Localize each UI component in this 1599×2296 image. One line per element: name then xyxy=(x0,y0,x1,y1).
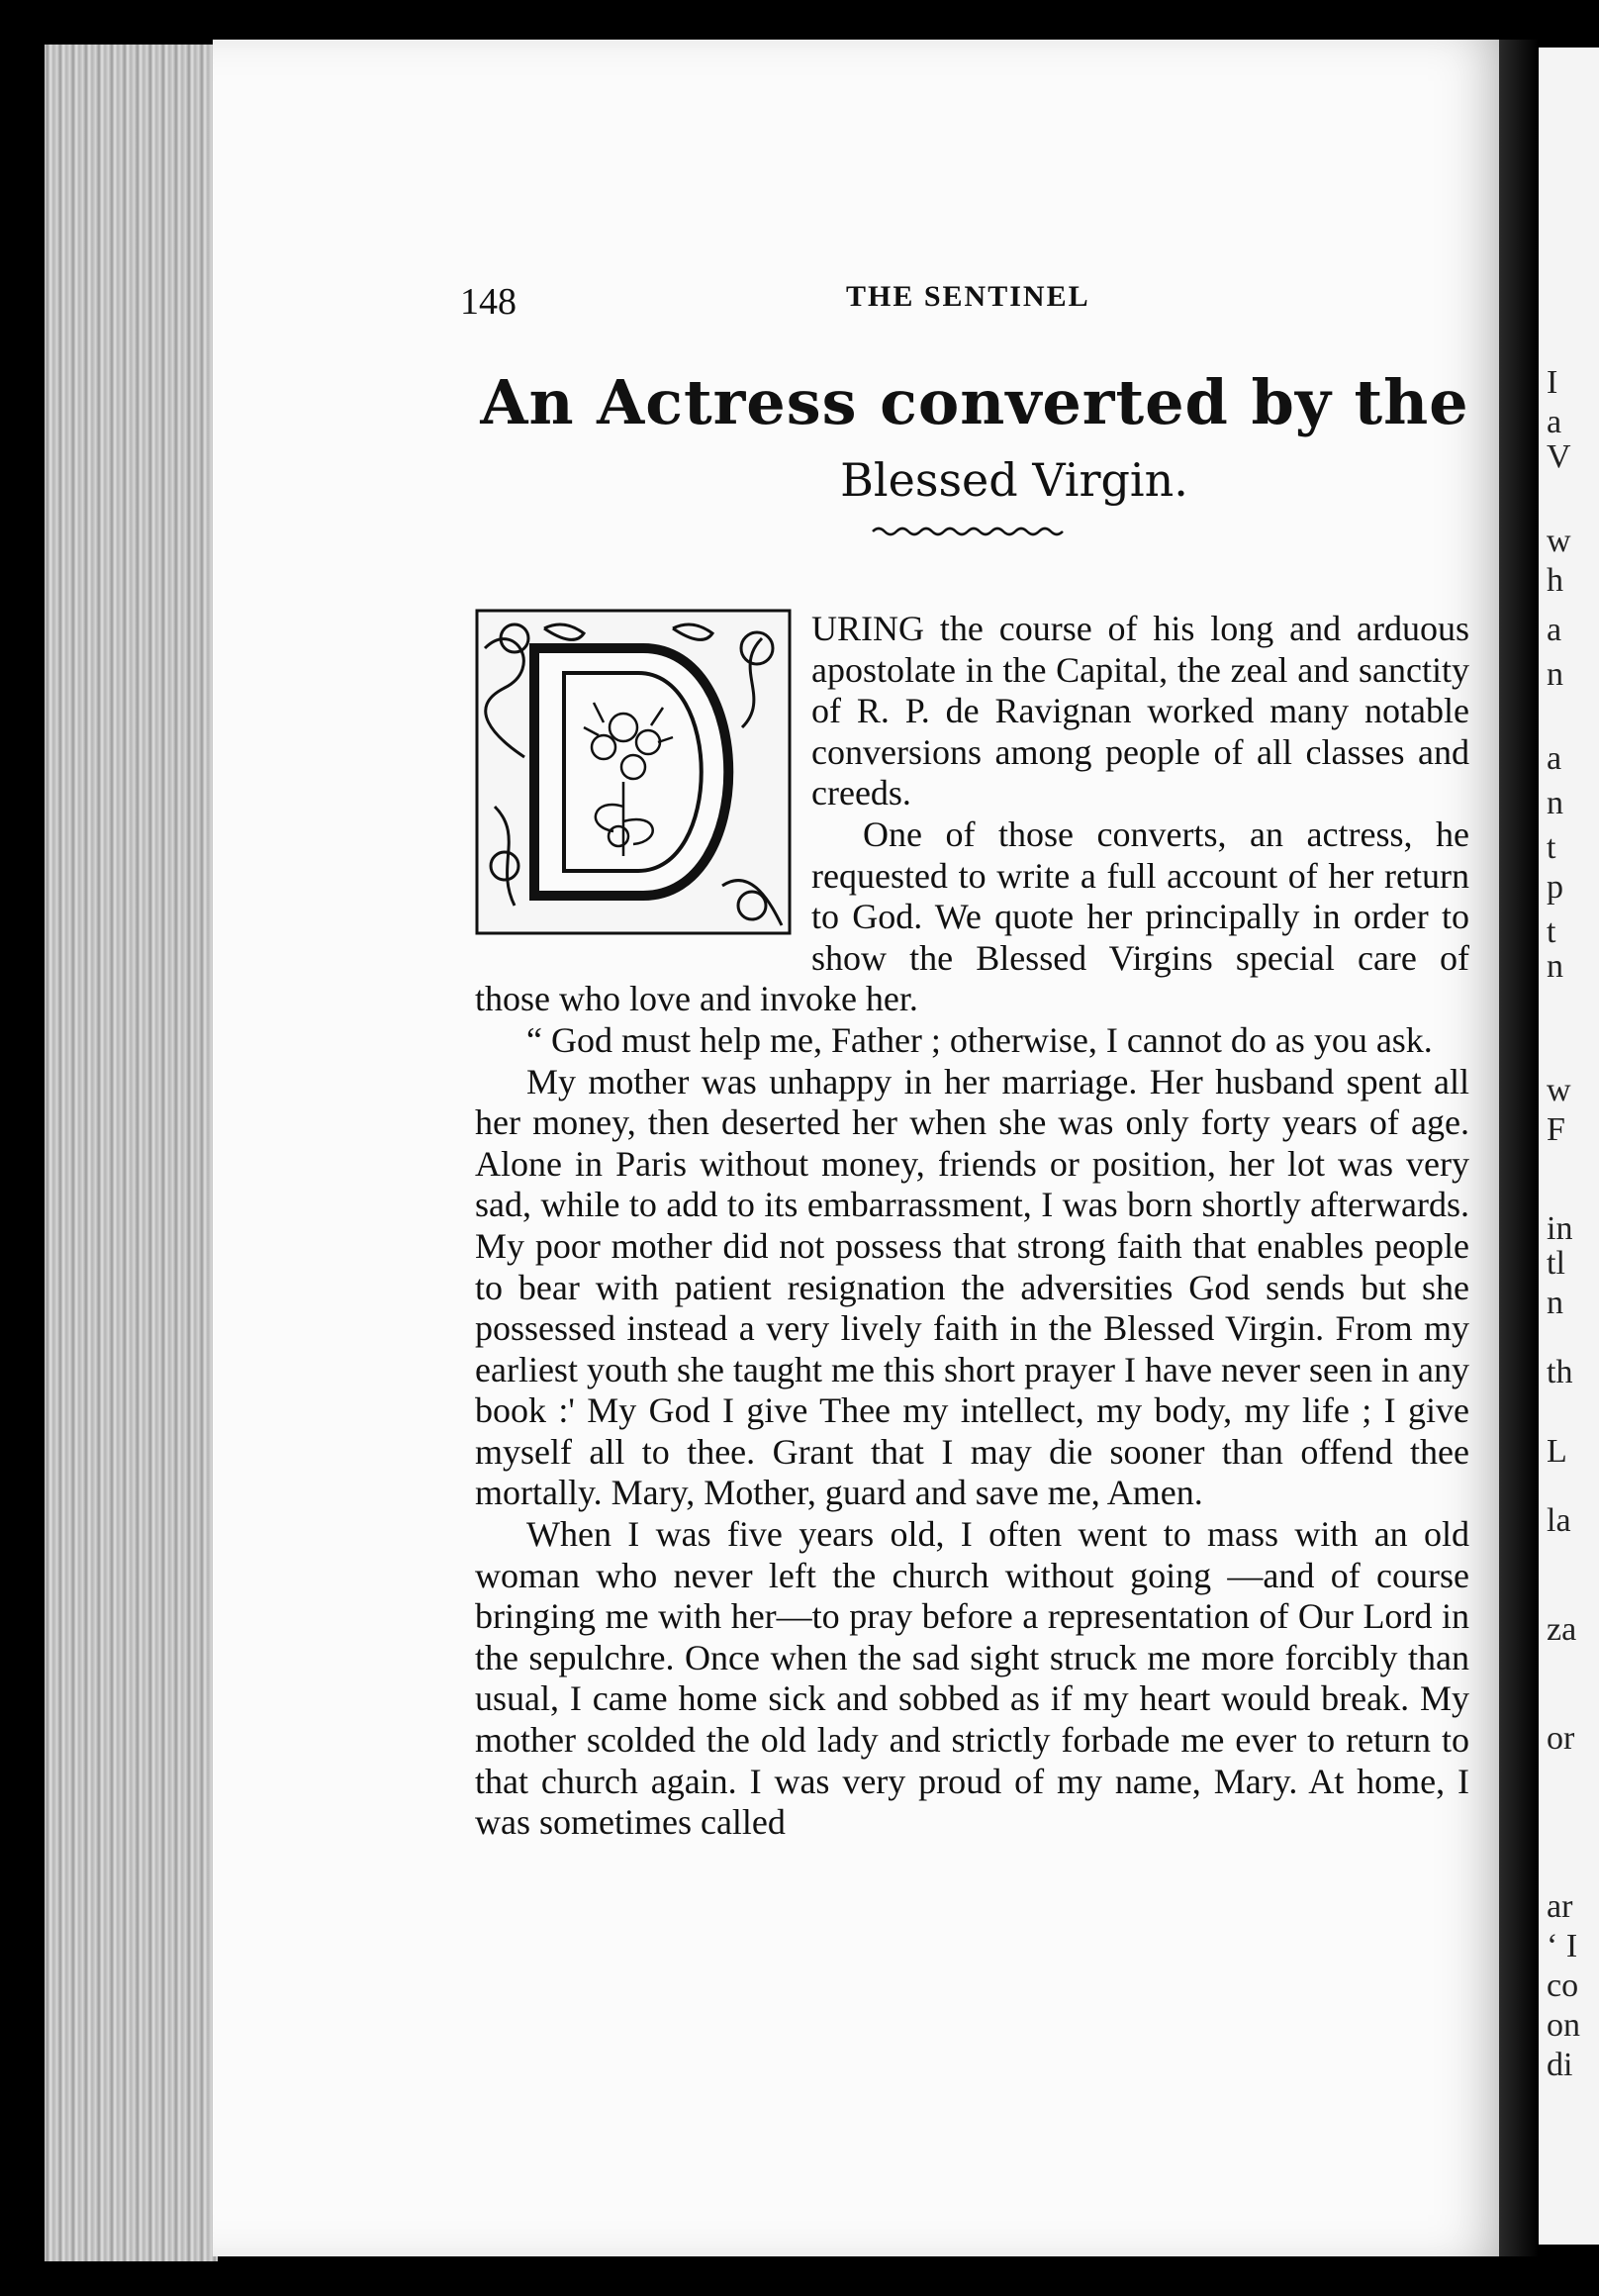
paragraph-2: One of those converts, an actress, he requested to write a full account of her return to God. We quote her principally in order to show the Blessed Virgins special care of those who love and invoke her. xyxy=(475,813,1469,1019)
next-page-edge xyxy=(1539,48,1599,2245)
next-page-fragment: a xyxy=(1547,612,1562,648)
wavy-rule-ornament xyxy=(871,525,1069,538)
next-page-fragment: za xyxy=(1547,1611,1577,1648)
next-page-fragment: I xyxy=(1547,364,1558,401)
next-page-fragment: ar xyxy=(1547,1888,1573,1925)
next-page-fragment: V xyxy=(1547,438,1571,475)
article-title: An Actress converted by the xyxy=(480,366,1469,438)
next-page-fragment: tl xyxy=(1547,1245,1565,1282)
next-page-fragment: a xyxy=(1547,404,1562,440)
paragraph-1-text: the course of his long and arduous apostolate in the Capital, the zeal and sanctity of R. P. de Ravignan worked many notable conversions among people of all classes and creeds. xyxy=(811,609,1469,813)
next-page-fragment: n xyxy=(1547,948,1563,985)
next-page-fragment: ‘ I xyxy=(1547,1928,1578,1964)
page-header xyxy=(460,272,1469,322)
next-page-fragment: n xyxy=(1547,1285,1563,1321)
next-page-fragment: or xyxy=(1547,1720,1575,1757)
next-page-fragment: w xyxy=(1547,523,1571,559)
next-page-fragment: a xyxy=(1547,740,1562,777)
paragraph-3: “ God must help me, Father ; otherwise, I cannot do as you ask. xyxy=(526,1019,1433,1060)
intro-smallcaps: URING xyxy=(811,609,924,648)
floral-initial-icon xyxy=(475,609,792,935)
next-page-fragment: h xyxy=(1547,562,1563,599)
book-page-edges xyxy=(45,45,218,2261)
next-page-fragment: la xyxy=(1547,1502,1571,1539)
next-page-fragment: t xyxy=(1547,829,1556,866)
next-page-fragment: L xyxy=(1547,1433,1567,1470)
paragraph-5: When I was five years old, I often went to mass with an old woman who never left the church without going —and of course bringing me with her—to pray before a representation of Our Lord in the sepulchre. Once when the sad sight struck me more forcibly than usual, I came home sick and sobbed as if my heart would break. My mother scolded the old lady and strictly forbade me ever to return to that church again. I was very proud of my name, Mary. At home, I was sometimes called xyxy=(475,1514,1469,1843)
running-head: THE SENTINEL xyxy=(846,280,1090,313)
next-page-fragment: p xyxy=(1547,869,1563,906)
next-page-fragment: n xyxy=(1547,656,1563,693)
next-page-fragment: w xyxy=(1547,1072,1571,1108)
next-page-fragment: th xyxy=(1547,1354,1573,1390)
next-page-fragment: n xyxy=(1547,785,1563,821)
next-page-fragment: F xyxy=(1547,1111,1565,1148)
page-number: 148 xyxy=(460,281,517,323)
article-subtitle: Blessed Virgin. xyxy=(840,453,1188,507)
decorated-initial xyxy=(475,609,801,939)
next-page-fragment: t xyxy=(1547,913,1556,950)
next-page-fragment: di xyxy=(1547,2047,1573,2083)
book-gutter xyxy=(1499,40,1539,2256)
paragraph-4: My mother was unhappy in her marriage. Her husband spent all her money, then deserted her when she was only forty years of age. Alone in Paris without money, friends or position, her lot was very sad, while to add to its embarrassment, I was born shortly afterwards. My poor mother did not possess that strong faith that enables people to bear with patient resignation the adversities God sends but she possessed instead a very lively faith in the Blessed Virgin. From my earliest youth she taught me this short prayer I have never seen in any book :' My God I give Thee my intellect, my body, my life ; I give myself all to thee. Grant that I may die sooner than offend thee mortally. Mary, Mother, guard and save me, Amen. xyxy=(475,1061,1469,1513)
next-page-fragment: on xyxy=(1547,2007,1580,2044)
article-body xyxy=(475,609,1469,1844)
next-page-fragment: co xyxy=(1547,1967,1579,2004)
next-page-fragment: in xyxy=(1547,1210,1573,1247)
